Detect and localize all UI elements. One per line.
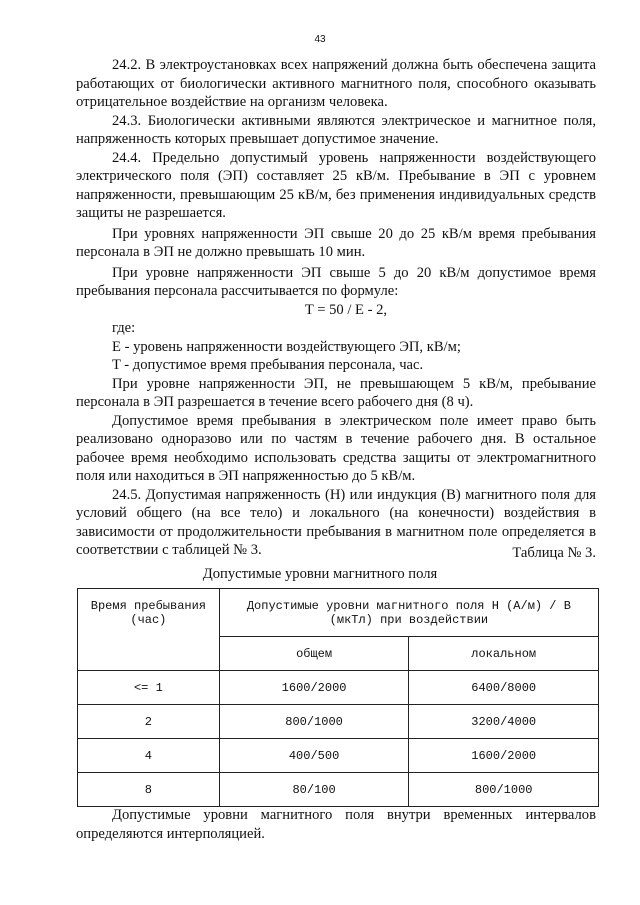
cell-time: 4	[78, 739, 220, 773]
page-number: 43	[314, 34, 326, 45]
table-row	[78, 773, 599, 807]
paragraph-interpolation: Допустимые уровни магнитного поля внутри временных интервалов определяются интерполяцией.	[76, 807, 596, 842]
cell-general: 1600/2000	[219, 671, 409, 705]
cell-local: 1600/2000	[409, 739, 599, 773]
table-row	[78, 739, 599, 773]
table-number-label: Таблица № 3.	[512, 545, 596, 561]
definition-e: E - уровень напряженности воздействующего ЭП, кВ/м;	[112, 338, 461, 355]
paragraph-24-5: 24.5. Допустимая напряженность (H) или индукция (B) магнитного поля для условий общего (на все тело) и локального (на конечности) воздействия в зависимости от продолжительности пребывания в магнитном поле определяется в соответствии с таблицей № 3.	[76, 486, 596, 558]
header-time: Время пребывания (час)	[78, 589, 220, 671]
cell-general: 80/100	[219, 773, 409, 807]
cell-local: 6400/8000	[409, 671, 599, 705]
paragraph-ep-5-20: При уровне напряженности ЭП свыше 5 до 20 кВ/м допустимое время пребывания персонала рассчитывается по формуле:	[76, 264, 596, 299]
paragraph-ep-20-25: При уровнях напряженности ЭП свыше 20 до 25 кВ/м время пребывания персонала в ЭП не должно превышать 10 мин.	[76, 225, 596, 260]
paragraph-24-3: 24.3. Биологически активными являются электрическое и магнитное поля, напряженность которых превышает допустимое значение.	[76, 112, 596, 147]
closing-text	[76, 806, 596, 843]
header-levels: Допустимые уровни магнитного поля H (А/м) / B (мкТл) при воздействии	[219, 589, 598, 637]
cell-local: 800/1000	[409, 773, 599, 807]
paragraph-ep-below-5: При уровне напряженности ЭП, не превышающем 5 кВ/м, пребывание персонала в ЭП разрешается в течение всего рабочего дня (8 ч).	[76, 375, 596, 410]
paragraph-24-4: 24.4. Предельно допустимый уровень напряженности воздействующего электрического поля (ЭП) составляет 25 кВ/м. Пребывание в ЭП с уровнем напряженности, превышающим 25 кВ/м, без применения индивидуальных средств защиты не разрешается.	[76, 149, 596, 221]
paragraph-24-2: 24.2. В электроустановках всех напряжений должна быть обеспечена защита работающих от биологически активного магнитного поля, способного оказывать отрицательное воздействие на организм человека.	[76, 57, 596, 110]
subheader-local: локальном	[409, 637, 599, 671]
table-row	[78, 705, 599, 739]
where-label: где:	[112, 320, 136, 336]
table-title: Допустимые уровни магнитного поля	[202, 566, 438, 582]
cell-time: <= 1	[78, 671, 220, 705]
definition-t: T - допустимое время пребывания персонала, час.	[112, 357, 424, 373]
cell-time: 8	[78, 773, 220, 807]
magnetic-field-levels-table	[77, 588, 599, 807]
cell-time: 2	[78, 705, 220, 739]
subheader-general: общем	[219, 637, 409, 671]
body-text	[76, 56, 596, 560]
table-header-row	[78, 589, 599, 637]
cell-local: 3200/4000	[409, 705, 599, 739]
paragraph-exposure-time: Допустимое время пребывания в электрическом поле имеет право быть реализовано одноразово или по частям в течение рабочего дня. В остальное рабочее время необходимо использовать средства защиты от электромагнитного поля или находиться в ЭП напряженностью до 5 кВ/м.	[76, 412, 596, 484]
table-row	[78, 671, 599, 705]
cell-general: 800/1000	[219, 705, 409, 739]
formula: T = 50 / E - 2,	[304, 301, 388, 318]
cell-general: 400/500	[219, 739, 409, 773]
